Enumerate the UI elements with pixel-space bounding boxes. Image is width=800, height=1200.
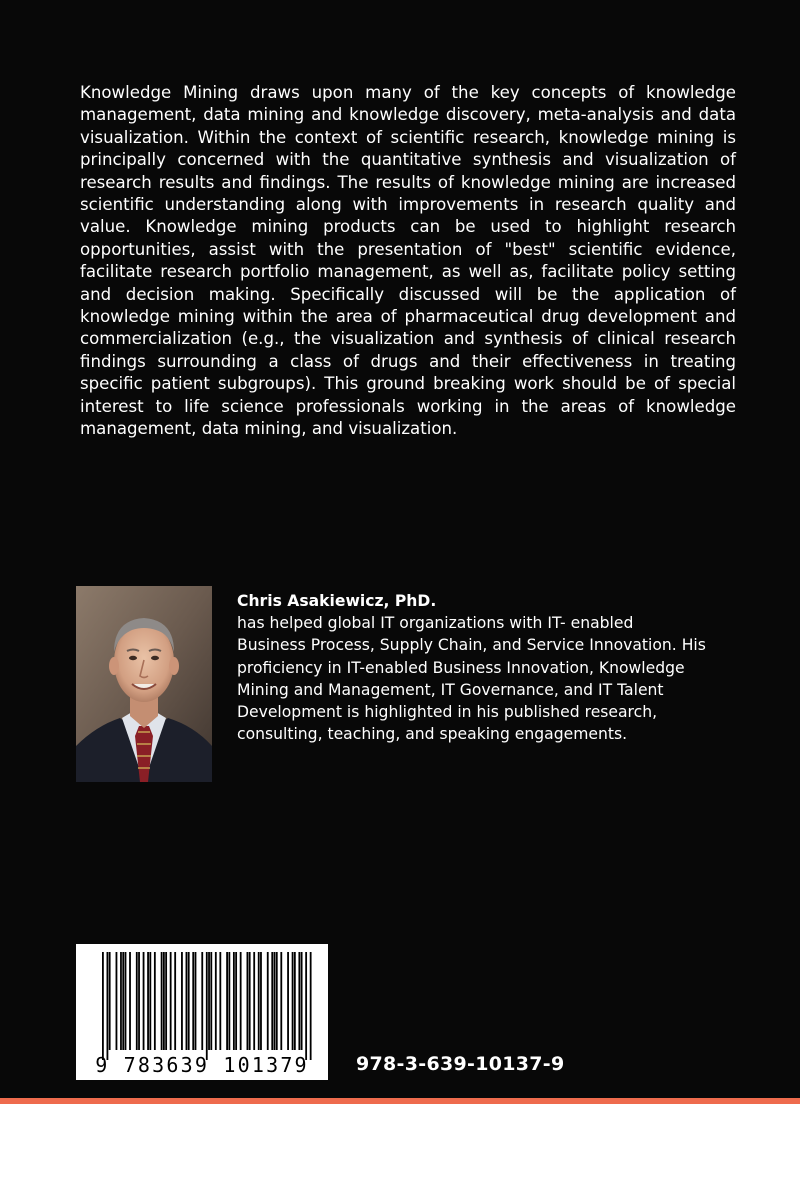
barcode-bar <box>292 952 294 1050</box>
barcode-bar <box>301 952 303 1050</box>
author-bio <box>237 590 707 745</box>
barcode-bar <box>210 952 212 1050</box>
book-description: Knowledge Mining draws upon many of the key concepts of knowledge management, data mining and knowledge discovery, meta-analysis and data visualization. Within the context of scientific research, knowledge mining is principally concerned with the quantitative synthesis and visualization of research results and findings. The results of knowledge mining are increased scientific understanding along with improvements in research quality and value. Knowledge mining products can be used to highlight research opportunities, assist with the presentation of "best" scientific evidence, facilitate research portfolio management, as well as, facilitate policy setting and decision making. Specifically discussed will be the application of knowledge mining within the area of pharmaceutical drug development and commercialization (e.g., the visualization and synthesis of clinical research findings surrounding a class of drugs and their effectiveness in treating specific patient subgroups). This ground breaking work should be of special interest to life science professionals working in the areas of knowledge management, data mining, and visualization. <box>80 83 736 439</box>
barcode-bar <box>260 952 262 1050</box>
barcode-bar <box>138 952 140 1050</box>
barcode-bar <box>208 952 210 1050</box>
barcode-bar <box>122 952 124 1050</box>
barcode-bar <box>226 952 228 1050</box>
barcode-bar <box>258 952 260 1050</box>
barcode-bar <box>253 952 255 1050</box>
barcode-bar <box>215 952 217 1050</box>
barcode-bar <box>192 952 194 1050</box>
barcode-bar <box>195 952 197 1050</box>
barcode-bar <box>120 952 122 1050</box>
barcode-bar <box>294 952 296 1050</box>
barcode-bar <box>240 952 242 1050</box>
barcode-bar <box>235 952 237 1050</box>
isbn-barcode <box>76 944 328 1080</box>
barcode-digits: 9 783639 101379 <box>95 1053 309 1077</box>
barcode-bar <box>247 952 249 1050</box>
barcode-bar <box>174 952 176 1050</box>
barcode-bar <box>154 952 156 1050</box>
barcode-bar <box>165 952 167 1050</box>
barcode-bar <box>186 952 188 1050</box>
barcode-bar <box>129 952 131 1050</box>
barcode-bar <box>219 952 221 1050</box>
barcode-bar <box>274 952 276 1050</box>
isbn-number: 978-3-639-10137-9 <box>356 1053 565 1075</box>
barcode-bar <box>107 952 109 1060</box>
barcode-bar <box>228 952 230 1050</box>
barcode-bar <box>188 952 190 1050</box>
barcode-bar <box>161 952 163 1050</box>
barcode-bar <box>201 952 203 1050</box>
author-bio-text: has helped global IT organizations with IT- enabled Business Process, Supply Chain, and Service Innovation. His proficiency in IT-enabled Business Innovation, Knowledge Mining and Management, IT Governance, and IT Talent Development is highlighted in his published research, consulting, teaching, and speaking engagements. <box>237 614 706 744</box>
barcode-bar <box>271 952 273 1050</box>
barcode-bar <box>287 952 289 1050</box>
accent-stripe <box>0 1098 800 1104</box>
barcode-bar <box>149 952 151 1050</box>
barcode-bar <box>249 952 251 1050</box>
barcode-bar <box>136 952 138 1050</box>
barcode-bar <box>170 952 172 1050</box>
barcode-bar <box>206 952 208 1060</box>
barcode-bar <box>233 952 235 1050</box>
author-portrait-image <box>76 586 212 782</box>
barcode-bar <box>181 952 183 1050</box>
barcode-bar <box>267 952 269 1050</box>
barcode-bar <box>305 952 307 1060</box>
barcode-bar <box>143 952 145 1050</box>
barcode-bar <box>116 952 118 1050</box>
barcode-bar <box>147 952 149 1050</box>
barcode-bar <box>102 952 104 1060</box>
barcode-bar <box>276 952 278 1050</box>
barcode-bar <box>125 952 127 1050</box>
author-photo <box>76 586 212 782</box>
barcode-bar <box>280 952 282 1050</box>
barcode-bar <box>163 952 165 1050</box>
barcode-bar <box>310 952 312 1060</box>
barcode-bar <box>109 952 111 1050</box>
author-name: Chris Asakiewicz, PhD. <box>237 592 437 610</box>
barcode-bar <box>298 952 300 1050</box>
